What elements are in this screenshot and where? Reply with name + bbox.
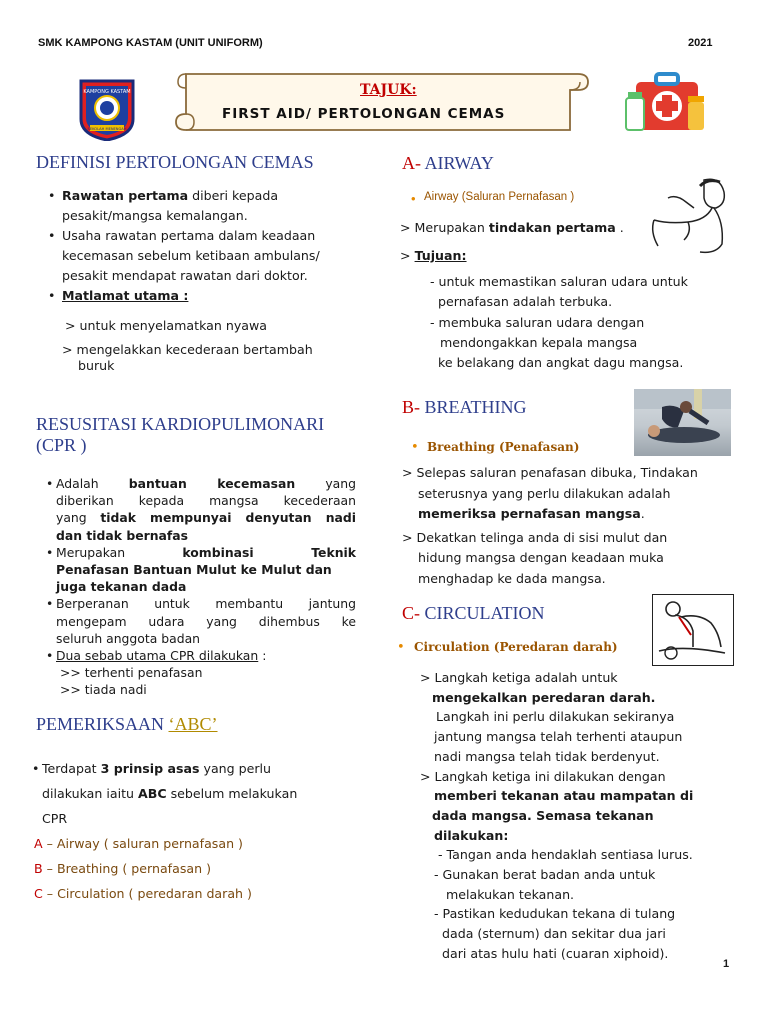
cpr-p1-post: yang (295, 476, 356, 491)
pemeriksaan-title-abc: ‘ABC’ (168, 714, 218, 734)
circulation-d3-l2: dada (sternum) dan sekitar dua jari (442, 926, 666, 942)
first-aid-kit-icon (624, 70, 708, 132)
breathing-l1: > Selepas saluran penafasan dibuka, Tindakan (402, 465, 698, 480)
cpr-p2-bold: kombinasi Teknik (182, 544, 357, 560)
airway-t2-l1: - membuka saluran udara dengan (430, 314, 645, 330)
definisi-b3: Matlamat utama : (62, 288, 189, 303)
cpr-p4-u: Dua sebab utama CPR dilakukan (56, 648, 259, 664)
airway-word: AIRWAY (421, 153, 494, 173)
circulation-l3: Langkah ini perlu dilakukan sekiranya (436, 709, 675, 725)
airway-t1-l2: pernafasan adalah terbuka. (438, 294, 613, 310)
cpr-title (36, 414, 324, 456)
definisi-title: DEFINISI PERTOLONGAN CEMAS (36, 152, 314, 172)
airway-illustration (648, 174, 734, 256)
breathing-l5: hidung mangsa dengan keadaan muka (418, 550, 664, 565)
definisi-b2-l3: pesakit mendapat rawatan dari doktor. (62, 268, 308, 283)
abc-c-text: – Circulation ( peredaran darah ) (42, 886, 252, 901)
cpr-p2-l3: juga tekanan dada (56, 579, 187, 595)
abc-a-letter: A (34, 836, 43, 851)
breathing-word: BREATHING (420, 397, 527, 417)
circulation-text (420, 668, 693, 964)
definisi-list: • Rawatan pertama diberi kepada pesakit/mangsa kemalangan. • Usaha rawatan pertama dalam keadaan kecemasan sebelum ketibaan ambulans/ pesakit mendapat rawatan dari doktor. • Matlamat utama : (62, 186, 362, 306)
breathing-sub-text: Breathing (Penafasan) (427, 440, 580, 454)
airway-t2-l3: ke belakang dan angkat dagu mangsa. (438, 355, 684, 371)
pemeriksaan-p-post: yang perlu (199, 761, 272, 776)
title-label: TAJUK: (360, 82, 417, 98)
pemeriksaan-p-l3: CPR (42, 811, 68, 826)
circulation-l2: mengekalkan peredaran darah. (432, 689, 656, 705)
abc-b-text: – Breathing ( pernafasan ) (42, 861, 211, 876)
pemeriksaan-p-l2-post: sebelum melakukan (166, 786, 298, 801)
title-scroll (168, 66, 596, 138)
matlamat-1: > untuk menyelamatkan nyawa (65, 318, 268, 333)
pemeriksaan-p-l2-pre: dilakukan iaitu (42, 786, 139, 801)
cpr-p3-l2: mengepam udara yang dihembus ke (56, 613, 356, 629)
airway-tujuan: > Tujuan: (400, 248, 467, 263)
breathing-text (402, 463, 698, 589)
cpr-p1-l3-bold: tidak mempunyai denyutan nadi (100, 510, 356, 526)
cpr-list: • Adalah bantuan kecemasan yang diberikan kepada mangsa kecederaan yang tidak mempunyai denyutan nadi dan tidak bernafas • Merupakan kombinasi Teknik Penafasan Bantuan Mulut ke Mulut dan juga tekanan dada • Berperanan untuk membantu jantung mengepam udara yang dihembus ke seluruh anggota badan • Dua sebab utama CPR dilakukan : >> terhenti penafasan >> tiada nadi (46, 476, 357, 698)
breathing-title (402, 397, 527, 418)
airway-l1 (400, 218, 624, 238)
cpr-p1-pre: Adalah (56, 476, 129, 491)
circulation-d2-l1: - Gunakan berat badan anda untuk (434, 867, 656, 883)
definisi-b2-l2: kecemasan sebelum ketibaan ambulans/ (62, 248, 320, 263)
breathing-letter: B- (402, 397, 420, 417)
breathing-photo (634, 389, 731, 456)
circulation-sub: • Circulation (Peredaran darah) (397, 640, 618, 655)
pemeriksaan-p-l2-bold: ABC (138, 786, 167, 801)
airway-sub: • Airway (Saluran Pernafasan ) (411, 191, 575, 206)
cpr-p2-pre: Merupakan (56, 544, 183, 560)
breathing-l6: menghadap ke dada mangsa. (418, 570, 606, 586)
definisi-b1-l1: diberi kepada (188, 188, 279, 203)
airway-sub-text: Airway (Saluran Pernafasan ) (424, 191, 575, 203)
breathing-l2: seterusnya yang perlu dilakukan adalah (418, 485, 671, 501)
airway-t2-l2: mendongakkan kepala mangsa (440, 334, 638, 350)
circulation-l6: > Langkah ketiga ini dilakukan dengan (420, 768, 666, 784)
airway-tujuan-label: Tujuan: (414, 248, 467, 263)
cpr-p1-l4: dan tidak bernafas (56, 527, 189, 543)
school-logo (78, 79, 136, 141)
pemeriksaan-p-bold: 3 prinsip asas (100, 761, 200, 776)
airway-tujuan-list (430, 272, 688, 373)
circulation-d3-l3: dari atas hulu hati (cuaran xiphoid). (442, 945, 669, 961)
pemeriksaan-title (36, 714, 218, 735)
pemeriksaan-title-pre: PEMERIKSAAN (36, 714, 169, 734)
logo-bottom-text: SEKOLAH MENENGAH (87, 127, 127, 131)
pemeriksaan-p-pre: Terdapat (42, 761, 101, 776)
cpr-s2: >> tiada nadi (60, 682, 147, 698)
cpr-title-l2: (CPR ) (36, 435, 87, 455)
breathing-l3: memeriksa pernafasan mangsa (418, 506, 641, 521)
definisi-b1-l2: pesakit/mangsa kemalangan. (62, 208, 248, 223)
circulation-title (402, 603, 545, 624)
school-name: SMK KAMPONG KASTAM (UNIT UNIFORM) (38, 37, 263, 49)
circulation-l5: nadi mangsa telah tidak berdenyut. (434, 748, 660, 764)
airway-l1-pre: > Merupakan (400, 220, 489, 235)
page-number: 1 (723, 958, 730, 970)
circulation-illustration (652, 594, 734, 666)
breathing-sub: • Breathing (Penafasan) (411, 440, 580, 455)
logo-top-text: KAMPONG KASTAM (83, 89, 131, 95)
circulation-l4: jantung mangsa telah terhenti ataupun (434, 729, 683, 745)
definisi-b1-bold: Rawatan pertama (62, 188, 189, 203)
circulation-letter: C- (402, 603, 420, 623)
breathing-l4: > Dekatkan telinga anda di sisi mulut dan (402, 529, 668, 545)
airway-l1-bold: tindakan pertama (488, 220, 616, 235)
circulation-l1: > Langkah ketiga adalah untuk (420, 670, 618, 685)
circulation-word: CIRCULATION (420, 603, 545, 623)
circulation-sub-text: Circulation (Peredaran darah) (414, 640, 618, 654)
cpr-s1: >> terhenti penafasan (60, 665, 203, 681)
airway-letter: A- (402, 153, 421, 173)
airway-l1-post: . (615, 220, 624, 235)
cpr-p1-l2: diberikan kepada mangsa kecederaan (56, 493, 356, 509)
circulation-d2-l2: melakukan tekanan. (446, 886, 575, 902)
airway-title (402, 153, 494, 174)
circulation-d1: - Tangan anda hendaklah sentiasa lurus. (438, 847, 693, 863)
matlamat-2 (62, 341, 313, 373)
year: 2021 (688, 37, 713, 49)
breathing-l3-post: . (640, 506, 645, 521)
airway-t1-l1: - untuk memastikan saluran udara untuk (430, 274, 688, 289)
cpr-title-l1: RESUSITASI KARDIOPULIMONARI (36, 414, 325, 434)
abc-c-letter: C (34, 886, 43, 901)
cpr-p4-post: : (258, 648, 267, 664)
pemeriksaan-text: • Terdapat 3 prinsip asas yang perlu dilakukan iaitu ABC sebelum melakukan CPR A – Airway ( saluran pernafasan ) B – Breathing ( pernafasan ) C – Circulation ( peredaran darah ) (34, 756, 354, 906)
definisi-b2-l1: Usaha rawatan pertama dalam keadaan (62, 228, 316, 243)
matlamat-2-l1: > mengelakkan kecederaan bertambah (62, 342, 313, 357)
abc-a-text: – Airway ( saluran pernafasan ) (42, 836, 243, 851)
cpr-p2-l2: Penafasan Bantuan Mulut ke Mulut dan (56, 562, 332, 578)
page-title: FIRST AID/ PERTOLONGAN CEMAS (222, 106, 506, 122)
matlamat-2-l2: buruk (78, 358, 115, 373)
cpr-p3-l3: seluruh anggota badan (56, 630, 201, 646)
circulation-l7: memberi tekanan atau mampatan di (434, 788, 694, 804)
abc-b-letter: B (34, 861, 43, 876)
circulation-l9: dilakukan: (434, 827, 509, 843)
cpr-p3-l1: Berperanan untuk membantu jantung (56, 596, 356, 612)
circulation-d3-l1: - Pastikan kedudukan tekana di tulang (434, 906, 676, 922)
cpr-p1-bold: bantuan kecemasan (128, 476, 296, 491)
cpr-p1-l3-pre: yang (56, 510, 101, 526)
circulation-l8: dada mangsa. Semasa tekanan (432, 807, 654, 823)
